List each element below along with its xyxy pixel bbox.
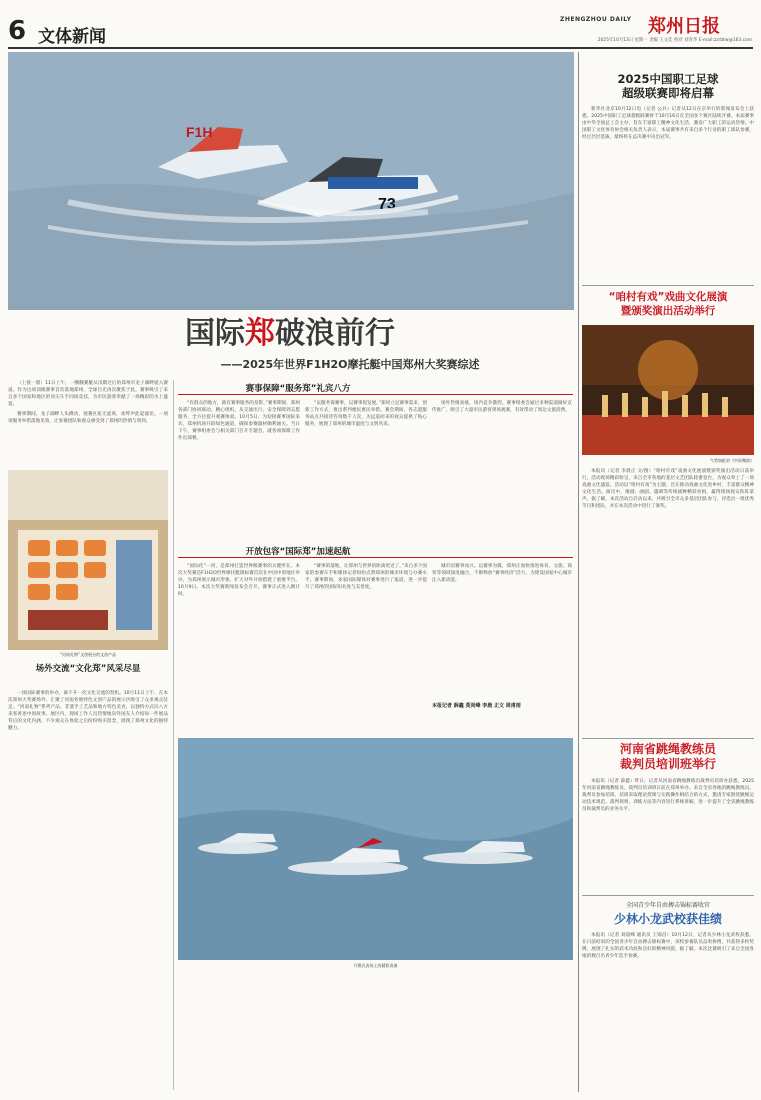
cultural-products-photo — [8, 470, 168, 650]
opening-performance-caption: 开赛式表场上的精彩表演 — [353, 963, 398, 968]
kickboxing-kicker: 全国青少年自由搏击锦标赛收官 — [625, 902, 710, 909]
football-story — [582, 72, 754, 141]
football-paragraph: 新华社北京10月12日电（记者 公兵）记者从12日在京举行的新闻发布会上获悉，2025中国职工足球超级联赛将于10月16日在全国多个赛区陆续开赛。本届赛事由中华全国总工会主办，旨在丰富职工精神文化生活，激发广大职工的运动热情。中国职工文化体育协会相关负责人表示，本届赛事共有来自多个行业的职工球队参赛，经过层层选拔，最终将在总决赛中决出冠军。 — [582, 107, 754, 140]
powerboat-illustration — [8, 52, 574, 310]
lead-intro-paragraph: （上接一版）11日上午，一艘艘赛艇从汛期过后的郑州市龙子湖畔驶入赛道。作为这项顶级赛事首次落地郑州，全球目光再次聚焦于此。赛事吸引了来自多个国家和地区的顶尖车手同场竞技，为市民游客奉献了一场精彩的水上盛宴。 — [8, 381, 168, 407]
football-body — [582, 106, 754, 141]
powerboat-race-photo — [8, 52, 574, 310]
right-rule-1 — [582, 285, 754, 286]
col-divider-1 — [173, 380, 174, 1090]
kickboxing-paragraph: 本报讯（记者 刘超峰 通讯员 王锦昌）10月12日，记者从少林小龙武校获悉，在日前结束的全国青少年自由搏击锦标赛中，该校参赛队员奋勇拼搏，共获得多枚奖牌，展现了扎实的武术功底和良好的精神风貌。据了解，本次比赛吸引了来自全国各地的数百名青少年选手参赛。 — [582, 933, 754, 959]
service-column-2 — [305, 400, 427, 428]
lead-headline-part2: 郑 — [245, 316, 275, 351]
cultural-products-caption: “河南礼物”文创展台的文创产品 — [59, 652, 117, 657]
open-paragraph-2: “赛事的落地，让郑州与世界的距离更近了。”来自多个国家的参赛车手和媒体记者纷纷点赞郑州的城市环境与办赛水平。赛事期间，多家国际媒体对赛事进行了报道，进一步提升了郑州的国际知名度与美誉度。 — [305, 564, 427, 590]
service-column-1 — [178, 400, 300, 442]
opera-stage-illustration — [582, 325, 754, 455]
opera-headline-line2: 暨颁奖演出活动举行 — [620, 305, 716, 317]
section-title: 文体新闻 — [38, 27, 106, 47]
football-headline-line1: 2025中国职工足球 — [617, 72, 719, 86]
svg-text:73: 73 — [378, 196, 396, 213]
subhead-culture-text: 场外交流“文化郑”风采尽显 — [35, 664, 141, 674]
opera-body — [582, 468, 754, 510]
lead-headline-part3: 破浪前行 — [275, 316, 395, 351]
dateline: 2025年10月13日 星期一 责编 王文佳 校对 刘青华 E-mail:zzrbtw@163.com — [597, 38, 752, 43]
masthead-logo: 郑州日报 — [648, 16, 720, 37]
open-column-3 — [432, 563, 572, 584]
opera-headline-line1: “咱村有戏”戏曲文化展演 — [608, 291, 728, 303]
svg-text:F1H: F1H — [186, 124, 213, 140]
culture-paragraph: 一场国际赛事的举办，离不开一次文化交流的契机。10月11日上午，在本次郑州大奖赛场外，汇聚了河南各地特色文创产品的展示区吸引了众多观众驻足。“河南礼物”系列产品、非遗手工艺品和地方特色美食，以独特方式向八方来客讲述中原故事。展区内，现场工作人员热情地向外国友人介绍每一件展品背后的文化内涵，不少观众在体验之后纷纷购买留念，展现了郑州文化的独特魅力。 — [8, 691, 168, 731]
lead-headline-part1: 国际 — [185, 316, 245, 351]
subhead-culture — [8, 664, 168, 675]
kickboxing-headline: 少林小龙武校获佳绩 — [613, 912, 722, 926]
header-rule — [8, 47, 753, 49]
opera-caption: 气势如虹的《中原舞韵》 — [710, 458, 754, 463]
service-column-3 — [432, 400, 572, 414]
subhead-open: 开放包容“国际郑”加速起航 — [245, 547, 351, 557]
opening-performance-photo — [178, 738, 573, 960]
page-number: 6 — [8, 16, 27, 46]
lead-intro-paragraph-2: 赛事期间，龙子湖畔人头攒动，观赛区座无虚席，欢呼声此起彼伏。一项项服务举措落地见效，让参赛团队和观众感受到了郑州的热情与周到。 — [8, 412, 168, 424]
football-headline-line2: 超级联赛即将启幕 — [622, 86, 714, 100]
lead-headline — [90, 316, 490, 352]
lead-byline: 本报记者 薛鑫 莫尚峰 李晨 正文 周甫雨 — [432, 703, 521, 709]
cultural-products-illustration — [8, 470, 168, 650]
kickboxing-story — [582, 900, 754, 960]
culture-column — [8, 690, 168, 732]
jumprope-story — [582, 742, 754, 813]
service-paragraph-3: 场外热情高涨，场内竞争激烈。赛事组委会通过多种渠道做好宣传推广，吸引了大量市民游客到场观赛，有效带动了周边文旅消费。 — [432, 401, 572, 413]
service-paragraph-2: “以服务保赛事，以赛事促发展。”郑州立足赛事需求，创新工作方式，推出系列便民惠民举措。赛会期间，各志愿服务站点共接待咨询数千人次，为远道而来的观众提供了贴心服务，展现了郑州的城市温度与文明风采。 — [305, 401, 427, 427]
opening-performance-illustration — [178, 738, 573, 960]
lead-intro-column — [8, 380, 168, 425]
open-column-1 — [178, 563, 300, 598]
jumprope-body — [582, 778, 754, 813]
opera-story — [582, 290, 754, 318]
opera-stage-photo — [582, 325, 754, 455]
opera-paragraph: 本报讯（记者 李晨正 文/图）“咱村有戏”戏曲文化展演暨颁奖演出活动日前举行，活动现场精彩纷呈，来自全市各地的基层文艺团队轮番登台，为观众奉上了一场戏曲文化盛宴。活动以“咱村有戏”为主题，旨在推动戏曲文化进乡村，丰富群众精神文化生活。演出中，豫剧、曲剧、越调等传统剧种精彩亮相，赢得现场观众阵阵掌声。据了解，本次活动自启动以来，共吸引全市众多基层团队参与，评选出一批优秀节目和团队，并在本次活动中进行了颁奖。 — [582, 469, 754, 509]
open-column-2 — [305, 563, 427, 591]
service-paragraph-1: “有群众的地方，就有赛事服务的身影。”赛事期间，郑州各部门协同联动，精心组织，从交通出行、安全保障到志愿服务，全方位提升观赛体验。10月5日，为迎接赛事国际来宾，郑州机场开辟绿色通道，确保参赛器材顺利通关。当日下午，赛事组委会与相关部门召开专题会，就各项保障工作作出部署。 — [178, 401, 300, 441]
open-paragraph-3: 城市因赛事而兴。以赛事为媒，郑州正加快推进体育、文旅、商贸等领域深度融合，不断释放“赛事经济”活力，为建设国家中心城市注入新动能。 — [432, 564, 572, 583]
lead-subtitle: ——2025年世界F1H2O摩托艇中国郑州大奖赛综述 — [220, 358, 480, 371]
jumprope-paragraph: 本报讯（记者 薛鑫）昨日，记者从河南省跳绳教练员裁判员培训办获悉，2025年河南省跳绳教练员、裁判员培训班日前在郑州举办。来自全省各地的跳绳教练员、裁判员参加培训。培训采取理论授课与实践操作相结合的方式，邀请专家围绕跳绳运动技术规范、裁判规则、训练方法等内容进行系统讲解，进一步提升了全省跳绳教练员和裁判员的业务水平。 — [582, 779, 754, 812]
open-paragraph-1: “国际化”一词，是郑州打造世界级赛事的关键所在。本次大奖赛是F1H2O世界摩托艇锦标赛首次在中国中原地区举办，为郑州展示城市形象、扩大对外开放搭建了重要平台。10月9日，本次大奖赛新闻发布会召开，赛事正式进入倒计时。 — [178, 564, 300, 597]
subhead-open-rule — [178, 557, 573, 558]
masthead-en: ZHENGZHOU DAILY — [560, 16, 632, 23]
right-rule-2 — [582, 738, 754, 739]
subhead-service-rule — [178, 394, 573, 395]
kickboxing-body — [582, 932, 754, 960]
jumprope-headline-line1: 河南省跳绳教练员 — [619, 742, 716, 756]
jumprope-headline-line2: 裁判员培训班举行 — [619, 757, 716, 771]
subhead-service: 赛事保障“服务郑”礼宾八方 — [245, 384, 351, 394]
right-col-divider — [578, 52, 579, 1092]
right-rule-3 — [582, 895, 754, 896]
